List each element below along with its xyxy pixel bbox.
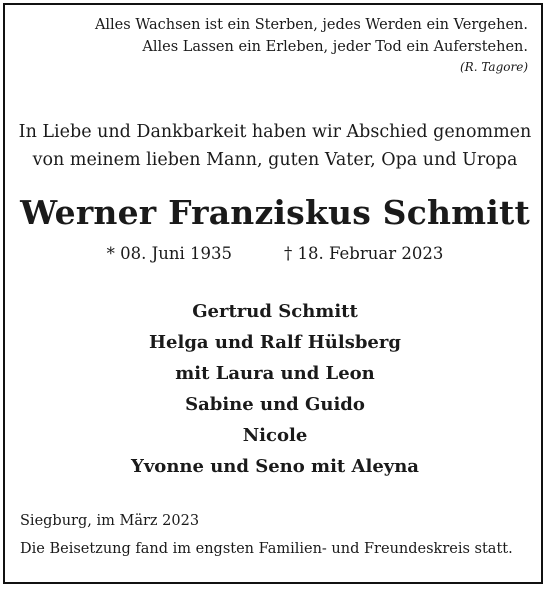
death-date: † 18. Februar 2023 xyxy=(284,244,444,263)
epigraph-quote xyxy=(95,14,528,76)
mourner-line: Helga und Ralf Hülsberg xyxy=(149,332,401,353)
mourner-line: Gertrud Schmitt xyxy=(192,301,358,322)
mourner-line: Yvonne und Seno mit Aleyna xyxy=(131,456,419,477)
place-and-date: Siegburg, im März 2023 xyxy=(20,513,200,529)
notice-border xyxy=(3,3,543,584)
quote-author: (R. Tagore) xyxy=(460,60,528,74)
intro-line-1: In Liebe und Dankbarkeit haben wir Abschied genommen xyxy=(18,122,532,142)
birth-date: * 08. Juni 1935 xyxy=(106,244,233,263)
intro-text xyxy=(0,118,550,174)
intro-line-2: von meinem lieben Mann, guten Vater, Opa und Uropa xyxy=(32,150,518,170)
deceased-name: Werner Franziskus Schmitt xyxy=(20,193,530,232)
quote-line-1: Alles Wachsen ist ein Sterben, jedes Werden ein Vergehen. xyxy=(94,17,528,33)
mourner-line: mit Laura und Leon xyxy=(175,363,375,384)
quote-line-2: Alles Lassen ein Erleben, jeder Tod ein Auferstehen. xyxy=(142,39,528,55)
life-dates xyxy=(0,242,550,266)
mourner-line: Nicole xyxy=(242,425,308,446)
mourner-line: Sabine und Guido xyxy=(185,394,365,415)
burial-note: Die Beisetzung fand im engsten Familien- und Freundeskreis statt. xyxy=(20,541,513,557)
mourners-list xyxy=(0,296,550,482)
